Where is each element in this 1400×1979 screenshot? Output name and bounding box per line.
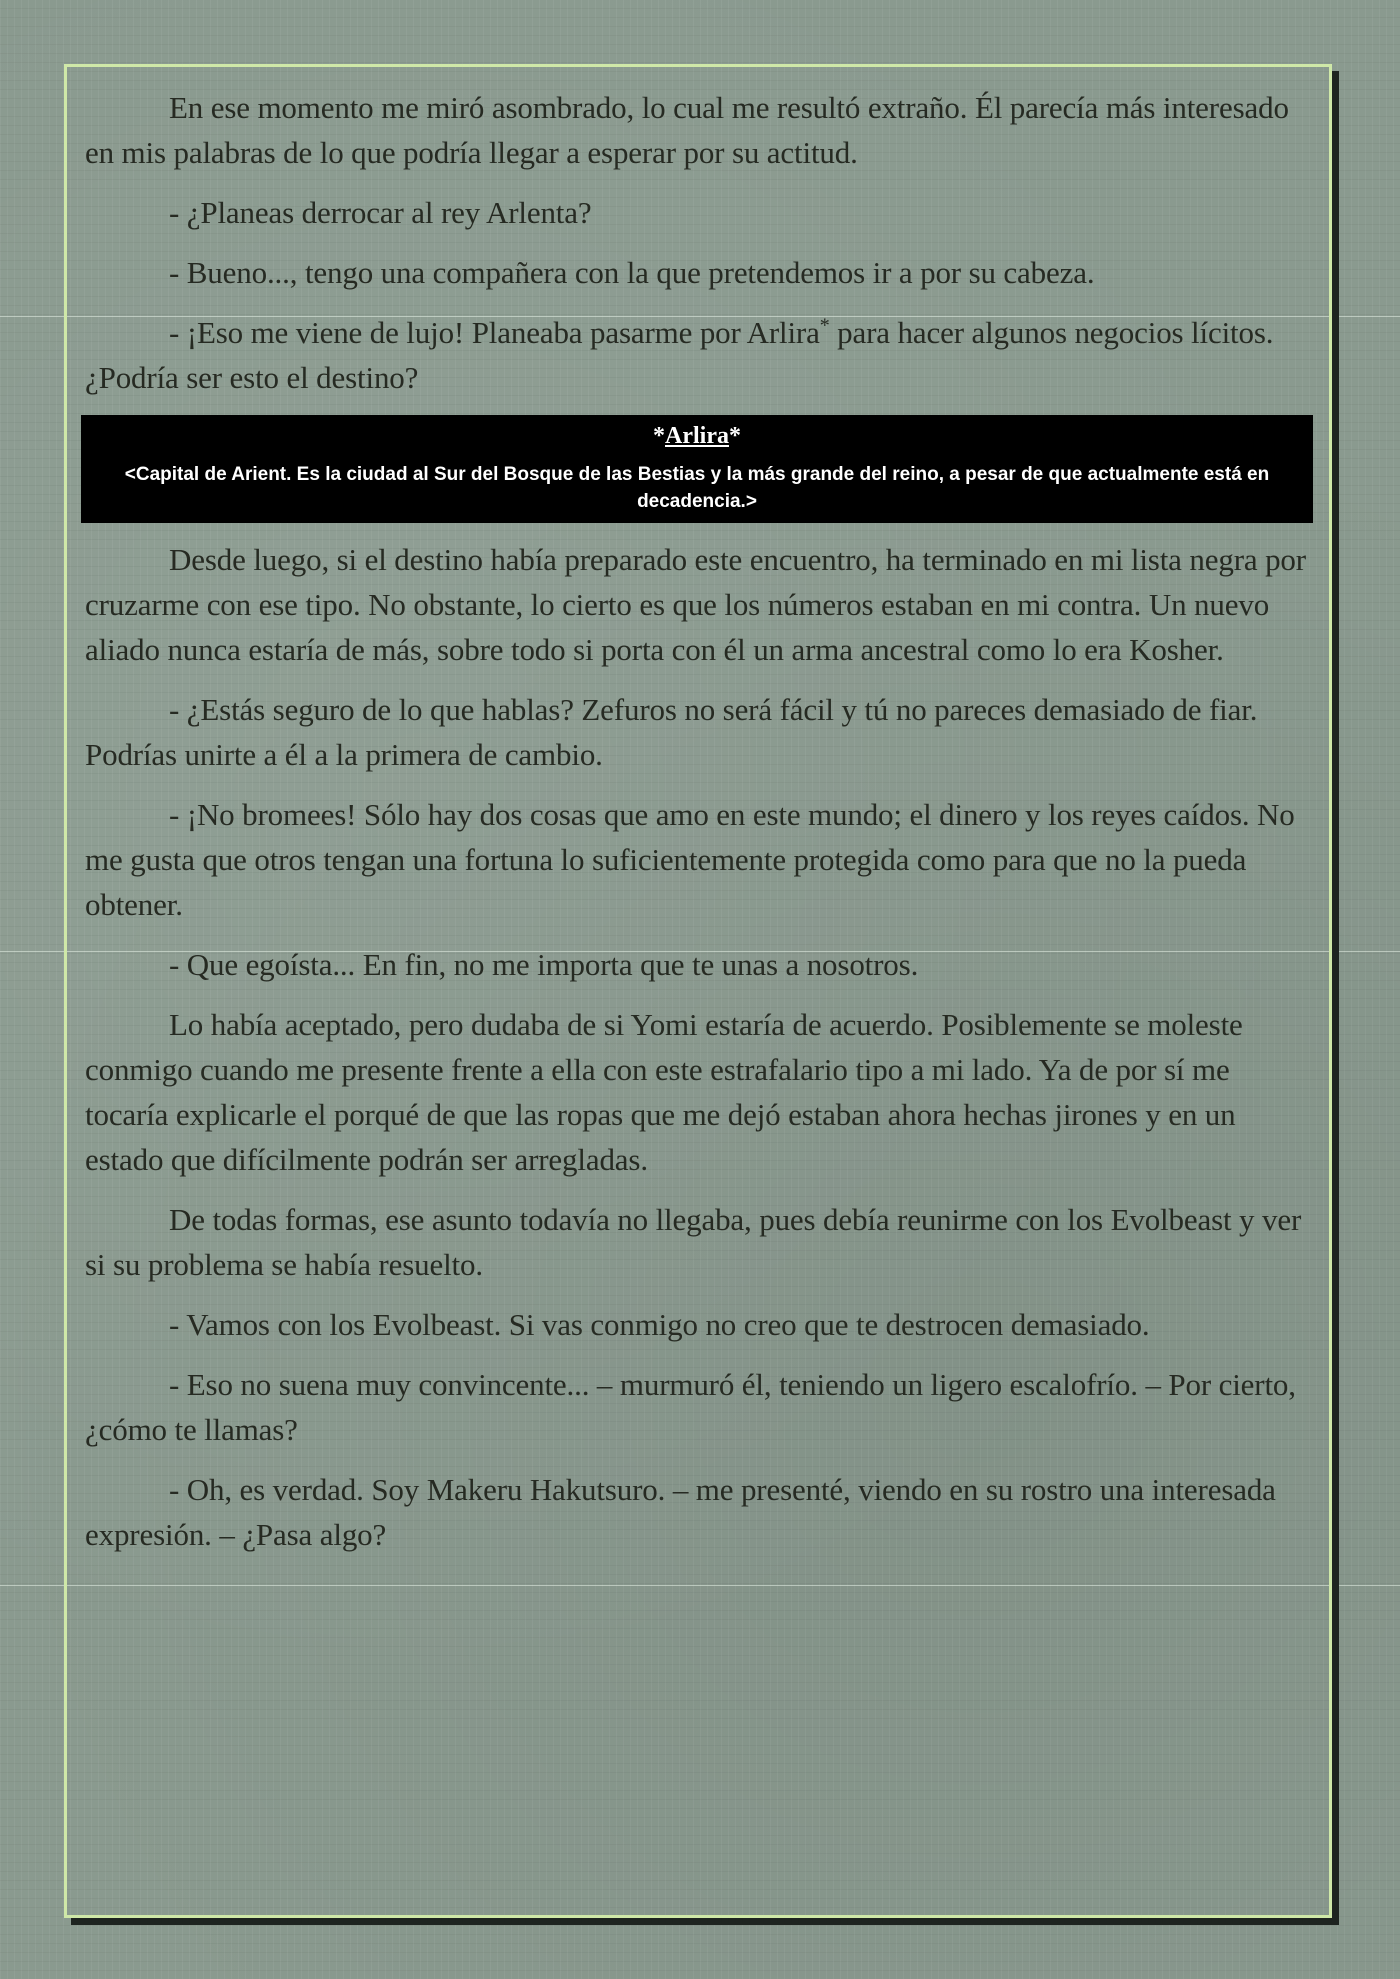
dialogue-line: - Que egoísta... En fin, no me importa que te unas a nosotros. (169, 947, 919, 982)
footnote-title (111, 419, 1283, 453)
footnote-title-marker: * (728, 423, 741, 449)
footnote-title-marker: * (653, 423, 665, 449)
footnote-marker: * (819, 314, 830, 337)
dialogue-line-with-footnote (85, 310, 1309, 400)
dialogue-text: para hacer algunos negocios lícitos. ¿Podría ser esto el destino? (85, 315, 1274, 395)
text-area (85, 85, 1309, 1572)
dialogue-text: - ¡Eso me viene de lujo! Planeaba pasarme por Arlira (169, 315, 820, 350)
dialogue-line: - Bueno..., tengo una compañera con la que pretendemos ir a por su cabeza. (169, 255, 1095, 290)
dialogue-line: - ¡No bromees! Sólo hay dos cosas que amo en este mundo; el dinero y los reyes caídos. No me gusta que otros tengan una fortuna lo suficientemente protegida como para que no la pueda obtener. (85, 797, 1295, 922)
dialogue-line: - ¿Planeas derrocar al rey Arlenta? (169, 195, 592, 230)
page-frame (64, 64, 1332, 1918)
paragraph: Lo había aceptado, pero dudaba de si Yomi estaría de acuerdo. Posiblemente se moleste conmigo cuando me presente frente a ella con este estrafalario tipo a mi lado. Ya de por sí me tocaría explicarle el porqué de que las ropas que me dejó estaban ahora hechas jirones y en un estado que difícilmente podrán ser arregladas. (85, 1007, 1243, 1177)
paragraph: De todas formas, ese asunto todavía no llegaba, pues debía reunirme con los Evolbeast y ver si su problema se había resuelto. (85, 1202, 1302, 1282)
footnote-box (81, 415, 1313, 523)
dialogue-line: - Eso no suena muy convincente... – murmuró él, teniendo un ligero escalofrío. – Por cierto, ¿cómo te llamas? (85, 1367, 1296, 1447)
dialogue-line: - Vamos con los Evolbeast. Si vas conmigo no creo que te destrocen demasiado. (169, 1307, 1150, 1342)
footnote-title-text: Arlira (665, 423, 729, 449)
dialogue-line: - ¿Estás seguro de lo que hablas? Zefuros no será fácil y tú no pareces demasiado de fiar. Podrías unirte a él a la primera de cambio. (85, 692, 1258, 772)
dialogue-line: - Oh, es verdad. Soy Makeru Hakutsuro. – me presenté, viendo en su rostro una interesada expresión. – ¿Pasa algo? (85, 1472, 1276, 1552)
footnote-body: <Capital de Arient. Es la ciudad al Sur del Bosque de las Bestias y la más grande del reino, a pesar de que actualmente está en decadencia.> (124, 464, 1270, 512)
paragraph: Desde luego, si el destino había preparado este encuentro, ha terminado en mi lista negra por cruzarme con ese tipo. No obstante, lo cierto es que los números estaban en mi contra. Un nuevo aliado nunca estaría de más, sobre todo si porta con él un arma ancestral como lo era Kosher. (85, 542, 1306, 667)
paragraph: En ese momento me miró asombrado, lo cual me resultó extraño. Él parecía más interesado en mis palabras de lo que podría llegar a esperar por su actitud. (85, 90, 1289, 170)
